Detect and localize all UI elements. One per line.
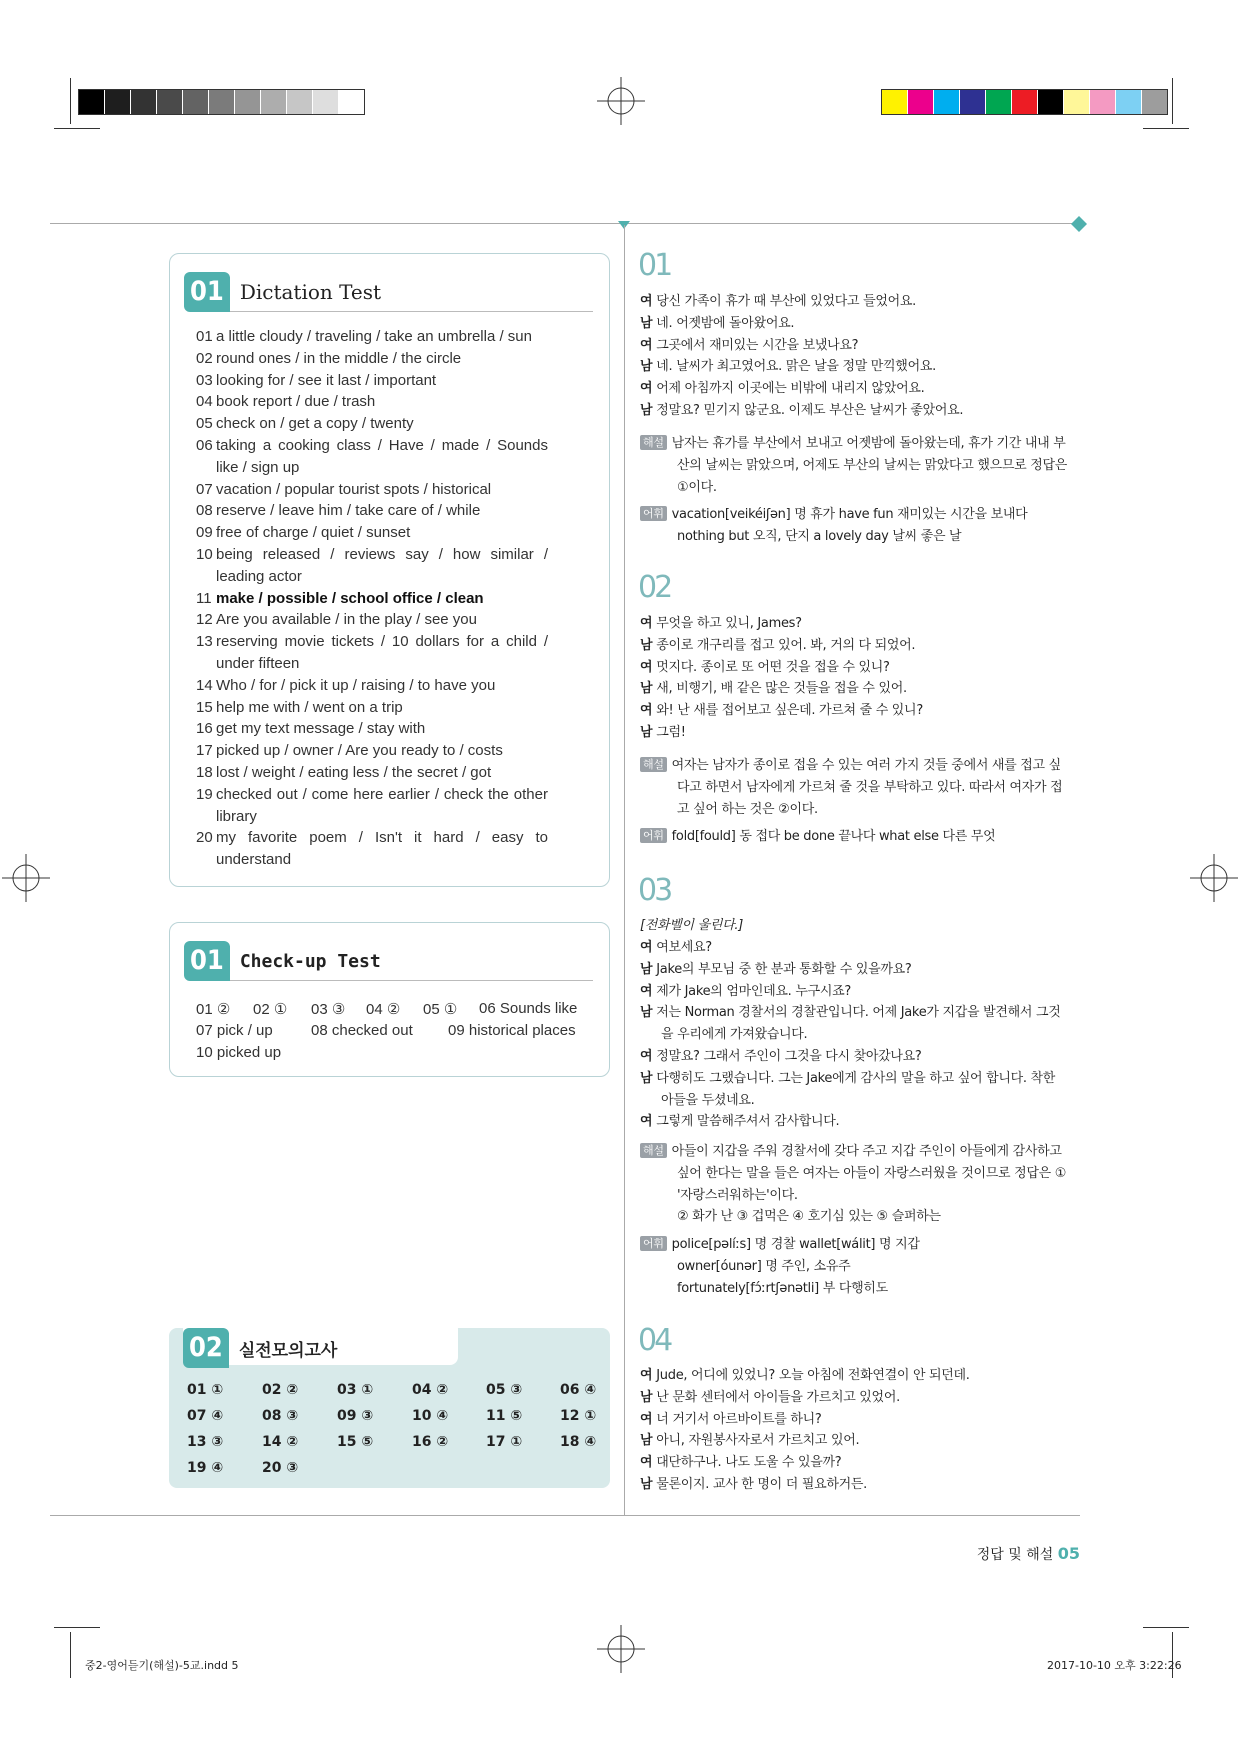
utterance: 여보세요? — [656, 940, 712, 955]
mock-answer: 19 ④ — [187, 1460, 224, 1476]
vocabulary-line — [677, 525, 961, 544]
item-number: 02 — [196, 349, 213, 367]
speaker: 남 — [640, 961, 653, 977]
item-answer: check on / get a copy / twenty — [216, 415, 414, 433]
dictation-item — [196, 675, 548, 697]
page-number: 05 — [1057, 1544, 1080, 1563]
utterance: Jude, 어디에 있었니? 오늘 아침에 전화연결이 안 되던데. — [656, 1368, 970, 1383]
speaker: 남 — [640, 1070, 653, 1086]
utterance: 정말요? 믿기지 않군요. 이제도 부산은 날씨가 좋았어요. — [656, 403, 964, 418]
checkup-answer: 04 ② — [366, 1001, 401, 1018]
mock-answer: 01 ① — [187, 1382, 224, 1398]
dialog-line — [640, 936, 712, 955]
dialog-line — [640, 980, 851, 999]
speaker: 여 — [640, 703, 653, 719]
question-number: 02 — [638, 570, 671, 605]
item-number: 15 — [196, 698, 213, 716]
item-answer: get my text message / stay with — [216, 720, 426, 738]
dictation-item — [196, 784, 548, 828]
registration-mark-right — [1190, 854, 1238, 902]
utterance: 와! 난 새를 접어보고 싶은데. 가르쳐 줄 수 있니? — [656, 703, 923, 719]
mock-answer: 06 ④ — [560, 1382, 597, 1398]
utterance: 종이로 개구리를 접고 있어. 봐, 거의 다 되었어. — [656, 637, 916, 653]
vocabulary-text: owner[óunər] 명 주인, 소유주 — [677, 1258, 851, 1274]
vocabulary-text: nothing but 오직, 단지 a lovely day 날씨 좋은 날 — [677, 528, 962, 544]
grayscale-swatches — [78, 89, 365, 115]
dictation-item — [196, 631, 548, 675]
dialog-line — [640, 1408, 821, 1427]
dictation-item — [196, 348, 548, 370]
column-divider — [624, 225, 625, 1515]
dictation-item — [196, 544, 548, 588]
vocabulary-line — [677, 1277, 888, 1296]
item-answer: my favorite poem / Isn't it hard / easy to understand — [216, 829, 548, 869]
explanation-line — [677, 1184, 798, 1203]
vocabulary-text: fold[fould] 동 접다 be done 끝나다 what else 다른 무엇 — [671, 829, 996, 844]
speaker: 남 — [640, 359, 653, 375]
utterance: 그곳에서 재미있는 시간을 보냈나요? — [656, 337, 859, 353]
item-number: 13 — [196, 633, 213, 651]
item-answer: free of charge / quiet / sunset — [216, 524, 411, 542]
explanation-text: 여자는 남자가 종이로 접을 수 있는 여러 가지 것들 중에서 새를 접고 싶 — [671, 758, 1061, 773]
dialog-line — [640, 312, 794, 331]
footer-label: 정답 및 해설 — [976, 1547, 1054, 1563]
speaker: 여 — [640, 1049, 653, 1064]
dialog-line — [640, 1045, 922, 1064]
dictation-item — [196, 391, 548, 413]
item-number: 19 — [196, 785, 213, 803]
dialog-line — [640, 699, 923, 718]
dialog-line — [640, 290, 916, 309]
item-answer: taking a cooking class / Have / made / Sounds like / sign up — [216, 436, 548, 476]
checkup-answer: 09 historical places — [448, 1022, 576, 1039]
speaker: 남 — [640, 1433, 653, 1449]
item-answer: reserve / leave him / take care of / while — [216, 502, 481, 520]
explanation-text: ①이다. — [677, 479, 717, 495]
dialog-line — [640, 656, 890, 675]
utterance: 네. 날씨가 최고였어요. 맑은 날을 정말 만끽했어요. — [656, 359, 936, 375]
top-rule-diamond — [1071, 216, 1087, 232]
item-number: 14 — [196, 676, 213, 694]
explanation-text: 산의 날씨는 맑았으며, 어제도 부산의 날씨는 맑았다고 했으므로 정답은 — [677, 457, 1067, 473]
vocabulary-text: vacation[veikéiʃən] 명 휴가 have fun 재미있는 시간을 보내다 — [671, 507, 1028, 522]
item-answer: picked up / owner / Are you ready to / costs — [216, 742, 503, 760]
section-number: 01 — [184, 941, 230, 981]
explanation-label: 해설 — [640, 757, 667, 772]
item-answer: being released / reviews say / how similar / leading actor — [216, 545, 548, 585]
utterance: 정말요? 그래서 주인이 그것을 다시 찾아갔나요? — [656, 1049, 922, 1064]
speaker: 여 — [640, 1114, 653, 1130]
vocabulary-label: 어휘 — [640, 1236, 667, 1251]
item-answer: make / possible / school office / clean — [216, 589, 484, 607]
section-title: 실전모의고사 — [238, 1340, 338, 1361]
explanation-text: 싶어 한다는 말을 들은 여자는 아들이 자랑스러웠을 것이므로 정답은 ① — [677, 1165, 1067, 1181]
explanation-label: 해설 — [640, 435, 667, 450]
slug-date: 2017-10-10 오후 3:22:26 — [1047, 1659, 1182, 1672]
vocabulary-line — [640, 503, 1027, 522]
dialog-line — [640, 634, 915, 653]
item-number: 07 — [196, 480, 213, 498]
registration-mark-top — [597, 77, 645, 125]
item-answer: looking for / see it last / important — [216, 371, 437, 389]
vocabulary-label: 어휘 — [640, 828, 667, 843]
dictation-item — [196, 479, 548, 501]
question-number: 04 — [638, 1323, 671, 1358]
dialog-line — [640, 1364, 970, 1383]
vocabulary-label: 어휘 — [640, 506, 667, 521]
dialog-line — [640, 958, 911, 977]
color-swatches — [881, 89, 1168, 115]
utterance: 난 문화 센터에서 아이들을 가르치고 있었어. — [656, 1389, 900, 1405]
speaker: 여 — [640, 294, 653, 309]
dictation-item — [196, 697, 548, 719]
dialog-line — [640, 377, 924, 396]
checkup-answer: 10 picked up — [196, 1044, 282, 1061]
explanation-line — [677, 776, 1062, 795]
dictation-item — [196, 326, 548, 348]
dictation-item — [196, 609, 548, 631]
item-answer: round ones / in the middle / the circle — [216, 349, 462, 367]
section-number: 01 — [184, 272, 230, 312]
dialog-line — [640, 1110, 839, 1129]
dictation-item — [196, 435, 548, 479]
dialog-line — [640, 1451, 841, 1470]
mock-answer: 05 ③ — [486, 1382, 523, 1398]
speaker: 남 — [640, 1005, 653, 1021]
item-answer: lost / weight / eating less / the secret / got — [216, 763, 492, 781]
dictation-item — [196, 522, 548, 544]
speaker: 여 — [640, 337, 653, 353]
dictation-item — [196, 740, 548, 762]
explanation-label: 해설 — [640, 1143, 667, 1158]
dialog-line — [640, 677, 907, 696]
mock-answer: 14 ② — [262, 1434, 299, 1450]
utterance: 당신 가족이 휴가 때 부산에 있었다고 들었어요. — [656, 294, 916, 309]
checkup-answer: 01 ② — [196, 1001, 231, 1018]
mock-answer: 02 ② — [262, 1382, 299, 1398]
dialog-line — [640, 1067, 1055, 1086]
mock-answer: 10 ④ — [412, 1408, 449, 1424]
explanation-line — [677, 1205, 941, 1224]
utterance: 아들을 두셨네요. — [661, 1092, 755, 1108]
item-number: 03 — [196, 371, 213, 389]
item-number: 17 — [196, 742, 213, 760]
item-answer: vacation / popular tourist spots / historical — [216, 480, 492, 498]
explanation-line — [677, 454, 1067, 473]
speaker: 여 — [640, 1411, 653, 1427]
speaker: 여 — [640, 1455, 653, 1471]
speaker: 남 — [640, 315, 653, 331]
explanation-line — [677, 1162, 1066, 1181]
speaker: 여 — [640, 616, 653, 631]
utterance: 대단하구나. 나도 도울 수 있을까? — [656, 1455, 842, 1471]
speaker: 남 — [640, 1477, 653, 1492]
utterance: 무엇을 하고 있니, James? — [656, 616, 802, 631]
checkup-answer: 05 ① — [423, 1001, 458, 1018]
speaker: 여 — [640, 381, 653, 397]
vocabulary-line — [640, 825, 995, 844]
speaker: 여 — [640, 659, 653, 675]
dictation-answer-list — [196, 326, 548, 871]
dictation-test-box — [169, 253, 610, 887]
mock-answer: 15 ⑤ — [337, 1434, 374, 1450]
mock-answer: 03 ① — [337, 1382, 374, 1398]
dictation-item — [196, 718, 548, 740]
utterance: 그럼! — [656, 725, 686, 740]
speaker: 여 — [640, 983, 653, 999]
dictation-item — [196, 413, 548, 435]
vocabulary-text: police[pəlíːs] 명 경찰 wallet[wálit] 명 지갑 — [671, 1237, 920, 1252]
speaker: 남 — [640, 403, 653, 418]
utterance: 너 거기서 아르바이트를 하니? — [656, 1411, 822, 1427]
explanation-text: ② 화가 난 ③ 겁먹은 ④ 호기심 있는 ⑤ 슬퍼하는 — [677, 1209, 941, 1225]
registration-mark-bottom — [597, 1625, 645, 1673]
vocabulary-line — [640, 1233, 920, 1252]
section-title: Check-up Test — [239, 950, 381, 972]
mock-answer: 16 ② — [412, 1434, 449, 1450]
stage-direction: [전화벨이 울린다.] — [640, 918, 744, 933]
dictation-item — [196, 827, 548, 871]
checkup-test-box — [169, 922, 610, 1077]
checkup-test-header — [184, 941, 381, 981]
question-number: 01 — [638, 248, 671, 283]
checkup-answer: 08 checked out — [311, 1022, 413, 1039]
item-number: 16 — [196, 720, 213, 738]
utterance: 아니, 자원봉사자로서 가르치고 있어. — [656, 1433, 860, 1449]
dictation-item — [196, 762, 548, 784]
speaker: 남 — [640, 681, 653, 697]
speaker: 남 — [640, 637, 653, 653]
page-footer — [977, 1544, 1080, 1564]
dialog-line — [640, 1473, 867, 1492]
item-answer: reserving movie tickets / 10 dollars for a child / under fifteen — [216, 633, 548, 672]
item-number: 05 — [196, 415, 213, 433]
dialog-line — [640, 334, 858, 353]
mock-answer: 08 ③ — [262, 1408, 299, 1424]
utterance: 제가 Jake의 엄마인데요. 누구시죠? — [656, 983, 851, 999]
item-number: 12 — [196, 611, 213, 629]
mock-answer: 12 ① — [560, 1408, 597, 1424]
checkup-answer: 03 ③ — [311, 1001, 346, 1018]
item-answer: book report / due / trash — [216, 393, 376, 411]
dialog-line — [640, 612, 802, 631]
dialog-line — [640, 721, 686, 740]
top-rule — [50, 223, 1080, 224]
checkup-answer: 07 pick / up — [196, 1022, 273, 1039]
item-number: 09 — [196, 524, 213, 542]
item-number: 04 — [196, 393, 213, 411]
dialog-line — [640, 1001, 1060, 1020]
utterance: 을 우리에게 가져왔습니다. — [661, 1027, 808, 1043]
slug-file: 중2-영어듣기(해설)-5교.indd 5 — [85, 1659, 239, 1672]
explanation-text: 아들이 지갑을 주워 경찰서에 갖다 주고 지갑 주인이 아들에게 감사하고 — [671, 1144, 1062, 1159]
checkup-answer: 06 Sounds like — [479, 1000, 578, 1017]
section-number: 02 — [183, 1328, 229, 1368]
item-number: 08 — [196, 502, 213, 520]
utterance: 다행히도 그랬습니다. 그는 Jake에게 감사의 말을 하고 싶어 합니다. 착한 — [656, 1070, 1056, 1086]
item-answer: help me with / went on a trip — [216, 698, 403, 716]
explanation-line — [677, 798, 818, 817]
mock-answer: 17 ① — [486, 1434, 523, 1450]
item-number: 11 — [196, 589, 212, 607]
mock-answer: 07 ④ — [187, 1408, 224, 1424]
item-number: 20 — [196, 829, 213, 847]
section-title: Dictation Test — [239, 280, 382, 304]
utterance: Jake의 부모님 중 한 분과 통화할 수 있을까요? — [656, 961, 912, 977]
vocabulary-text: fortunately[fɔ́ːrtʃənətli] 부 다행히도 — [677, 1280, 888, 1296]
mock-answer: 11 ⑤ — [486, 1408, 523, 1424]
explanation-text: '자랑스러워하는'이다. — [677, 1187, 798, 1203]
item-answer: Are you available / in the play / see you — [216, 611, 477, 629]
utterance: 네. 어젯밤에 돌아왔어요. — [656, 315, 795, 331]
utterance: 저는 Norman 경찰서의 경찰관입니다. 어제 Jake가 지갑을 발견해서 그것 — [656, 1005, 1061, 1021]
checkup-answer: 02 ① — [253, 1001, 288, 1018]
explanation-line — [640, 1140, 1062, 1159]
dialog-line — [657, 1023, 807, 1042]
item-answer: a little cloudy / traveling / take an umbrella / sun — [216, 328, 532, 345]
speaker: 여 — [640, 1368, 653, 1383]
explanation-text: 고 싶어 하는 것은 ②이다. — [677, 801, 818, 817]
mock-answer: 18 ④ — [560, 1434, 597, 1450]
utterance: 멋지다. 종이로 또 어떤 것을 접을 수 있니? — [656, 659, 890, 675]
dialog-line — [640, 1386, 900, 1405]
item-number: 18 — [196, 763, 213, 781]
speaker: 남 — [640, 725, 653, 740]
dialog-line — [640, 355, 936, 374]
explanation-line — [640, 432, 1065, 451]
vocabulary-line — [677, 1255, 850, 1274]
item-number: 01 — [196, 328, 213, 345]
utterance: 어제 아침까지 이곳에는 비밖에 내리지 않았어요. — [656, 381, 925, 397]
dictation-item — [196, 370, 548, 392]
dialog-line — [640, 399, 963, 418]
utterance: 그렇게 말씀해주셔서 감사합니다. — [656, 1114, 840, 1130]
bottom-rule — [50, 1515, 1080, 1516]
utterance: 물론이지. 교사 한 명이 더 필요하거든. — [656, 1477, 867, 1492]
mock-answer: 04 ② — [412, 1382, 449, 1398]
item-number: 10 — [196, 545, 213, 563]
explanation-text: 다고 하면서 남자에게 가르쳐 줄 것을 부탁하고 있다. 따라서 여자가 접 — [677, 779, 1063, 795]
title-underline — [230, 980, 593, 981]
question-number: 03 — [638, 873, 671, 908]
item-answer: Who / for / pick it up / raising / to have you — [216, 676, 496, 694]
mock-answer: 20 ③ — [262, 1460, 299, 1476]
registration-mark-left — [2, 854, 50, 902]
dictation-item — [196, 500, 548, 522]
dialog-line — [657, 1089, 754, 1108]
dialog-line — [640, 1429, 859, 1448]
explanation-line — [640, 754, 1061, 773]
explanation-line — [677, 476, 717, 495]
speaker: 남 — [640, 1389, 653, 1405]
mock-answer: 09 ③ — [337, 1408, 374, 1424]
utterance: 새, 비행기, 배 같은 많은 것들을 접을 수 있어. — [656, 681, 907, 697]
speaker: 여 — [640, 940, 653, 955]
title-underline — [230, 311, 593, 312]
dictation-test-header — [184, 272, 381, 312]
explanation-text: 남자는 휴가를 부산에서 보내고 어젯밤에 돌아왔는데, 휴가 기간 내내 부 — [671, 436, 1066, 451]
item-number: 06 — [196, 436, 213, 454]
mock-answer: 13 ③ — [187, 1434, 224, 1450]
item-answer: checked out / come here earlier / check the other library — [216, 785, 548, 825]
mock-test-header — [183, 1328, 337, 1368]
dictation-item — [196, 588, 548, 610]
